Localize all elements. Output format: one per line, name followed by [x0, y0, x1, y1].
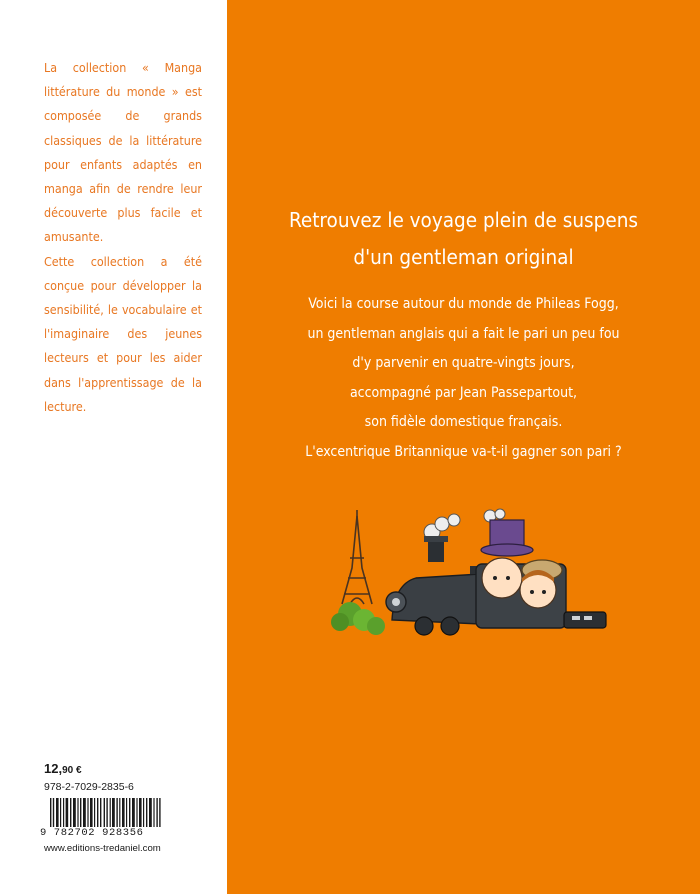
price-decimal: 90 € [62, 765, 82, 776]
left-panel [0, 0, 227, 894]
description-line-3: d'y parvenir en quatre-vingts jours, [352, 355, 575, 372]
description-line-4: accompagné par Jean Passepartout, [349, 384, 578, 401]
locomotive-icon [386, 536, 486, 635]
description-line-5: son fidèle domestique français. [364, 414, 563, 431]
characters-icon [476, 520, 566, 628]
price-integer: 12, [44, 761, 63, 776]
book-description [227, 290, 700, 468]
description-line-1: Voici la course autour du monde de Phileas Fogg, [308, 296, 619, 312]
eiffel-tower-icon [342, 510, 372, 604]
wagon-icon [564, 612, 606, 628]
isbn: 978-2-7029-2835-6 [44, 781, 134, 793]
headline-line-1: Retrouvez le voyage plein de suspens [288, 208, 639, 232]
train-illustration [330, 508, 610, 648]
headline-line-2: d'un gentleman original [353, 245, 574, 269]
collection-paragraph-2: Cette collection a été conçue pour développer la sensibilité, le vocabulaire et l'imaginaire des jeunes lecteurs et pour les aider dans l'apprentissage de la lecture. [44, 253, 202, 414]
price [44, 760, 82, 778]
collection-description [44, 56, 202, 419]
description-line-2: un gentleman anglais qui a fait le pari un peu fou [307, 325, 620, 342]
headline [227, 202, 700, 276]
website-url: www.editions-tredaniel.com [44, 843, 161, 854]
collection-paragraph-1: La collection « Manga littérature du monde » est composée de grands classiques de la littérature pour enfants adaptés en manga afin de rendre leur découverte plus facile et amusante. [44, 60, 202, 245]
barcode-digits: 9 782702 928356 [40, 827, 172, 839]
bush-icon [331, 602, 385, 635]
description-line-6: L'excentrique Britannique va-t-il gagner son pari ? [305, 443, 622, 460]
